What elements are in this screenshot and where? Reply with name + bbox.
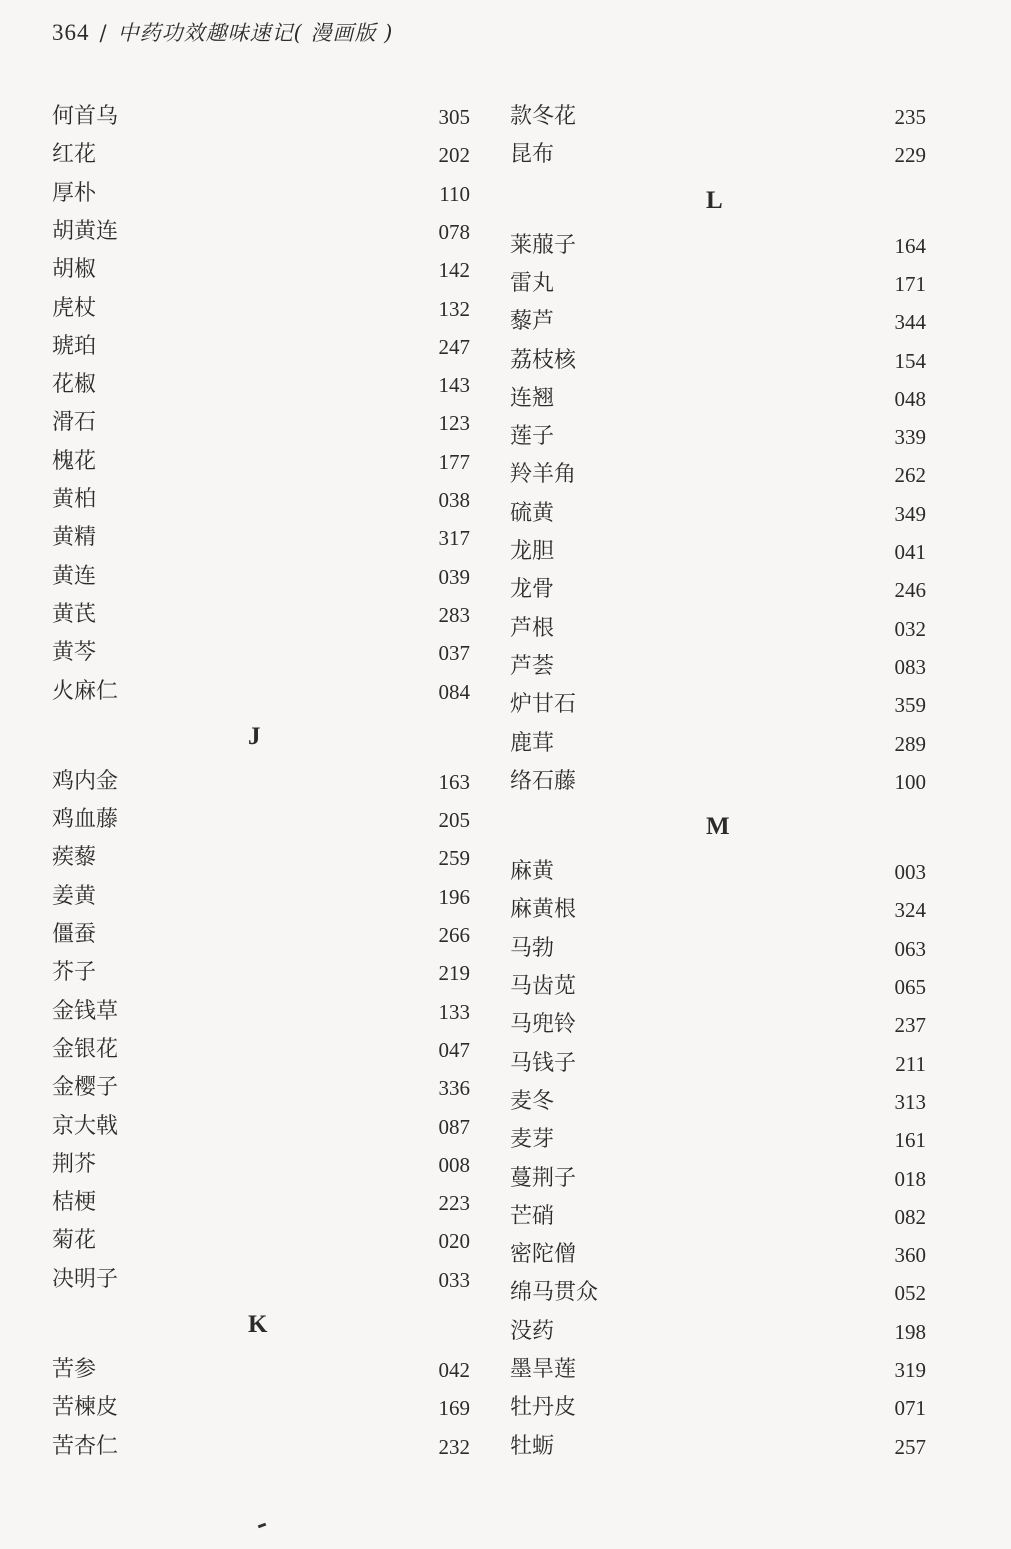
entry-page: 317 [438, 526, 470, 551]
entry-name: 牡丹皮 [510, 1395, 577, 1421]
entry-page: 154 [894, 348, 926, 373]
entry-page: 047 [438, 1037, 470, 1062]
entry-page: 078 [438, 219, 470, 244]
index-entry [52, 1353, 470, 1387]
entry-page: 071 [894, 1396, 926, 1421]
index-entry [52, 675, 470, 709]
index-entry [510, 573, 926, 607]
index-entry [52, 1224, 470, 1258]
index-entry [510, 1391, 926, 1425]
entry-page: 033 [438, 1267, 470, 1292]
index-entry [510, 1123, 926, 1157]
index-entry [510, 650, 926, 684]
entry-page: 266 [438, 923, 470, 947]
entry-name: 荆芥 [52, 1151, 97, 1177]
entry-name: 槐花 [52, 448, 97, 474]
entry-name: 款冬花 [510, 104, 577, 129]
entry-page: 305 [438, 105, 470, 129]
entry-page: 052 [894, 1281, 926, 1306]
entry-page: 344 [894, 310, 926, 335]
entry-page: 198 [894, 1319, 926, 1344]
entry-page: 336 [438, 1076, 470, 1101]
entry-name: 鸡血藤 [52, 807, 119, 833]
index-entry [510, 765, 926, 799]
section-letter-text: L [706, 186, 723, 214]
entry-name: 蔓荆子 [510, 1165, 577, 1191]
entry-name: 虎杖 [52, 295, 97, 321]
entry-page: 219 [438, 961, 470, 986]
entry-name: 昆布 [510, 142, 555, 168]
entry-page: 169 [438, 1396, 470, 1421]
index-entry [510, 382, 926, 416]
index-entry [510, 1200, 926, 1234]
entry-page: 171 [894, 271, 926, 296]
entry-name: 蒺藜 [52, 845, 97, 871]
entry-page: 123 [438, 411, 470, 436]
index-column-right [510, 0, 926, 1549]
entry-name: 密陀僧 [510, 1242, 577, 1268]
index-entry [52, 177, 470, 211]
entry-name: 麻黄 [510, 859, 555, 885]
index-entry [510, 535, 926, 569]
index-entry [52, 598, 470, 632]
entry-page: 087 [438, 1114, 470, 1139]
entry-page: 223 [438, 1191, 470, 1216]
section-letter [46, 1305, 470, 1345]
entry-page: 039 [438, 564, 470, 589]
entry-name: 琥珀 [52, 333, 97, 359]
entry-page: 133 [438, 999, 470, 1024]
entry-page: 142 [438, 258, 470, 283]
entry-name: 没药 [510, 1318, 555, 1344]
entry-page: 032 [894, 616, 926, 641]
index-entry [510, 1085, 926, 1119]
index-entry [52, 560, 470, 594]
entry-name: 马齿苋 [510, 974, 577, 999]
entry-page: 229 [894, 143, 926, 168]
index-entry [510, 688, 926, 722]
index-entry [52, 841, 470, 875]
index-entry [52, 1071, 470, 1105]
entry-page: 339 [894, 425, 926, 450]
entry-page: 211 [895, 1051, 926, 1076]
entry-name: 花椒 [52, 372, 97, 398]
index-entry [52, 483, 470, 517]
index-entry [52, 1430, 470, 1464]
entry-name: 芒硝 [510, 1203, 555, 1229]
entry-page: 065 [894, 975, 926, 999]
index-entry [52, 138, 470, 172]
entry-name: 芦根 [510, 615, 555, 641]
entry-page: 048 [894, 386, 926, 411]
entry-page: 018 [894, 1166, 926, 1191]
index-entry [510, 267, 926, 301]
index-entry [510, 932, 926, 966]
entry-page: 082 [894, 1204, 926, 1229]
index-entry [510, 727, 926, 761]
index-entry [510, 1430, 926, 1464]
index-entry [510, 970, 926, 1004]
index-entry [510, 1008, 926, 1042]
entry-name: 鸡内金 [52, 768, 119, 794]
index-entry [52, 1110, 470, 1144]
entry-name: 龙骨 [510, 577, 555, 603]
index-entry [52, 1148, 470, 1182]
entry-name: 莱菔子 [510, 232, 577, 258]
entry-name: 麻黄根 [510, 897, 577, 923]
entry-name: 黄芪 [52, 601, 97, 627]
entry-page: 164 [894, 233, 926, 258]
entry-name: 黄连 [52, 563, 97, 589]
index-entry [52, 1263, 470, 1297]
entry-page: 202 [438, 143, 470, 168]
entry-page: 289 [894, 731, 926, 756]
section-letter [510, 807, 926, 847]
entry-page: 008 [438, 1152, 470, 1177]
entry-page: 003 [894, 860, 926, 885]
index-entry [52, 253, 470, 287]
index-entry [510, 1162, 926, 1196]
entry-name: 龙胆 [510, 539, 555, 564]
entry-name: 荔枝核 [510, 347, 577, 373]
index-entry [52, 100, 470, 134]
index-entry [52, 445, 470, 479]
entry-page: 349 [894, 501, 926, 526]
entry-page: 259 [438, 846, 470, 871]
entry-name: 芦荟 [510, 653, 555, 679]
entry-name: 黄芩 [52, 640, 97, 666]
entry-name: 桔梗 [52, 1190, 97, 1216]
entry-page: 037 [438, 641, 470, 666]
entry-page: 313 [894, 1089, 926, 1114]
index-entry [510, 1276, 926, 1310]
index-column-left [52, 0, 470, 1549]
index-entry [52, 292, 470, 326]
entry-page: 084 [438, 679, 470, 704]
entry-page: 257 [894, 1434, 926, 1459]
entry-name: 鹿茸 [510, 730, 555, 756]
entry-name: 苦楝皮 [52, 1395, 119, 1421]
index-entry [52, 918, 470, 952]
index-entry [510, 458, 926, 492]
entry-page: 246 [894, 578, 926, 603]
entry-page: 038 [438, 488, 470, 512]
entry-page: 235 [894, 105, 926, 129]
entry-page: 161 [894, 1128, 926, 1153]
entry-name: 马兜铃 [510, 1012, 577, 1038]
index-entry [52, 406, 470, 440]
section-letter [510, 181, 926, 221]
entry-page: 100 [894, 769, 926, 794]
entry-name: 姜黄 [52, 883, 97, 909]
entry-name: 红花 [52, 142, 97, 168]
entry-name: 苦杏仁 [52, 1433, 119, 1459]
entry-name: 黄精 [52, 525, 97, 551]
entry-page: 042 [438, 1358, 470, 1382]
entry-page: 283 [438, 602, 470, 627]
entry-name: 莲子 [510, 424, 555, 450]
entry-name: 墨旱莲 [510, 1357, 577, 1382]
header-separator: / [99, 21, 108, 45]
index-entry [510, 420, 926, 454]
section-letter-text: K [248, 1311, 268, 1338]
entry-page: 319 [894, 1358, 926, 1382]
entry-page: 083 [894, 654, 926, 679]
entry-name: 金钱草 [52, 998, 119, 1024]
index-entry [510, 344, 926, 378]
index-entry [510, 1353, 926, 1387]
page-number: 364 [52, 20, 90, 45]
index-entry [510, 1315, 926, 1349]
index-entry [510, 497, 926, 531]
entry-name: 络石藤 [510, 768, 577, 794]
entry-page: 237 [894, 1013, 926, 1038]
entry-page: 177 [438, 449, 470, 474]
index-entry [510, 1238, 926, 1272]
entry-name: 胡椒 [52, 257, 97, 283]
entry-page: 262 [894, 463, 926, 488]
entry-name: 硫黄 [510, 500, 555, 526]
entry-name: 决明子 [52, 1266, 119, 1292]
index-entry [52, 368, 470, 402]
entry-name: 京大戟 [52, 1113, 119, 1139]
index-entry [510, 100, 926, 134]
entry-page: 143 [438, 373, 470, 398]
entry-name: 连翘 [510, 385, 555, 411]
entry-name: 菊花 [52, 1228, 97, 1254]
entry-name: 马勃 [510, 935, 555, 961]
section-letter-text: M [706, 813, 730, 841]
entry-page: 196 [438, 884, 470, 909]
entry-name: 绵马贯众 [510, 1280, 599, 1306]
entry-page: 041 [894, 540, 926, 564]
index-entry [52, 995, 470, 1029]
index-entry [52, 880, 470, 914]
index-entry [52, 330, 470, 364]
entry-page: 132 [438, 296, 470, 321]
section-letter [46, 717, 470, 757]
entry-name: 羚羊角 [510, 462, 577, 488]
index-entry [52, 521, 470, 555]
entry-name: 黄柏 [52, 487, 97, 512]
entry-name: 苦参 [52, 1357, 97, 1382]
entry-page: 247 [438, 334, 470, 359]
index-entry [510, 1047, 926, 1081]
entry-page: 063 [894, 936, 926, 961]
entry-name: 雷丸 [510, 270, 555, 296]
entry-name: 僵蚕 [52, 922, 97, 947]
entry-name: 炉甘石 [510, 692, 577, 718]
index-entry [510, 612, 926, 646]
entry-page: 360 [894, 1243, 926, 1268]
entry-name: 麦冬 [510, 1088, 555, 1114]
entry-page: 020 [438, 1229, 470, 1254]
entry-name: 火麻仁 [52, 678, 119, 704]
entry-page: 359 [894, 693, 926, 718]
entry-name: 麦芽 [510, 1127, 555, 1153]
entry-name: 厚朴 [52, 180, 97, 206]
entry-name: 胡黄连 [52, 218, 119, 244]
index-entry [52, 765, 470, 799]
entry-page: 324 [894, 898, 926, 923]
entry-name: 金银花 [52, 1036, 119, 1062]
index-entry [510, 855, 926, 889]
index-entry [52, 956, 470, 990]
index-entry [510, 305, 926, 339]
section-letter-text: J [248, 722, 261, 750]
index-entry [52, 1186, 470, 1220]
entry-name: 藜芦 [510, 309, 555, 335]
entry-name: 马钱子 [510, 1050, 577, 1076]
entry-page: 110 [439, 181, 470, 206]
entry-page: 232 [438, 1434, 470, 1459]
index-entry [52, 1033, 470, 1067]
index-entry [510, 138, 926, 172]
entry-name: 芥子 [52, 960, 97, 986]
entry-page: 205 [438, 808, 470, 833]
book-title: 中药功效趣味速记( 漫画版 ) [117, 21, 394, 45]
entry-page: 163 [438, 769, 470, 794]
index-entry [52, 215, 470, 249]
index-entry [52, 636, 470, 670]
entry-name: 滑石 [52, 410, 97, 436]
index-entry [510, 229, 926, 263]
entry-name: 金樱子 [52, 1075, 119, 1101]
index-entry [52, 1391, 470, 1425]
entry-name: 牡蛎 [510, 1433, 555, 1459]
index-entry [52, 803, 470, 837]
index-entry [510, 893, 926, 927]
entry-name: 何首乌 [52, 104, 119, 129]
